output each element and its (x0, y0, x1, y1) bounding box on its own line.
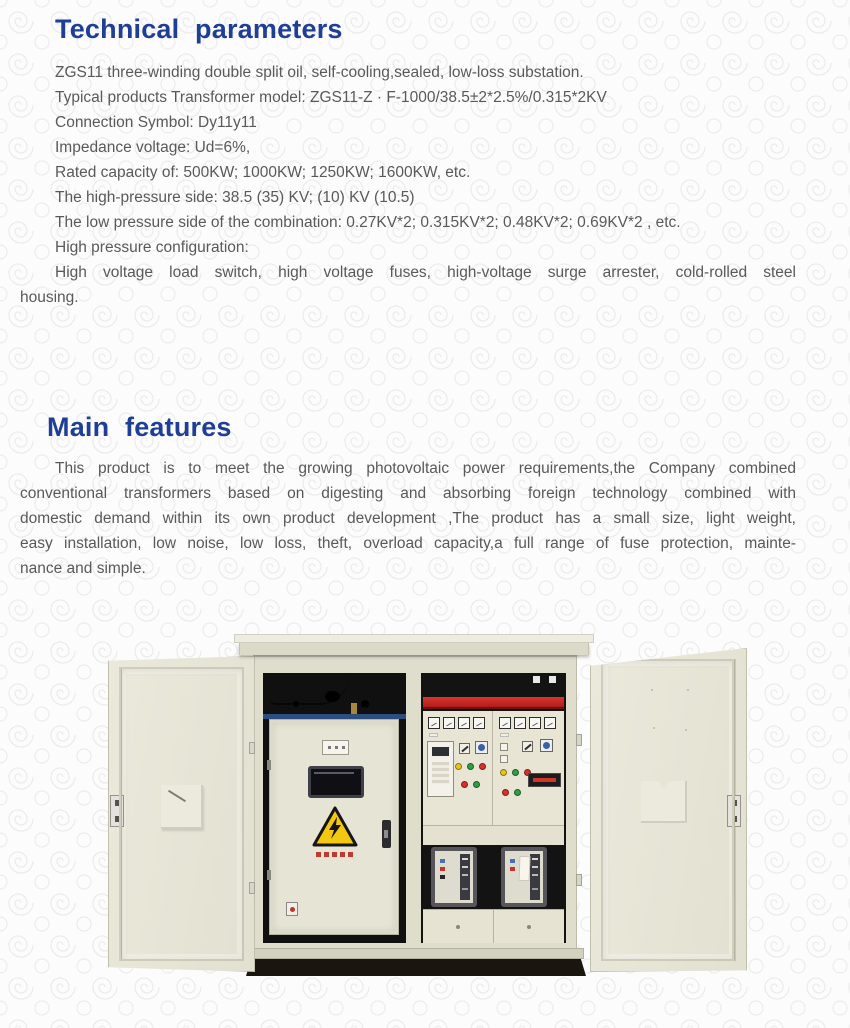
technical-parameters-title: Technical parameters (55, 14, 343, 44)
product-photo-substation (100, 622, 755, 1020)
tech-line: The high-pressure side: 38.5 (35) KV; (10) KV (10.5) (55, 189, 415, 206)
cabinet-base (246, 959, 586, 976)
tech-line: Rated capacity of: 500KW; 1000KW; 1250KW; 1600KW, etc. (55, 164, 471, 181)
cabinet-body (253, 654, 577, 950)
door-hinge (576, 874, 582, 886)
door-hinge (249, 742, 255, 754)
meter-row (428, 717, 485, 729)
cable-blob (325, 691, 340, 702)
right-door (590, 648, 747, 972)
blue-knob-switch (475, 741, 488, 754)
screw (687, 689, 689, 691)
latch-rod (119, 669, 121, 959)
lower-panels (423, 909, 564, 943)
features-line: This product is to meet the growing photovoltaic power requirements,the Company combined (55, 460, 796, 477)
door-hinge (249, 882, 255, 894)
tech-line: Impedance voltage: Ud=6%, (55, 139, 251, 156)
small-switch (500, 755, 508, 763)
panel-divider-band (423, 825, 564, 845)
features-line: nance and simple. (20, 560, 146, 577)
breaker-indicator (510, 867, 515, 871)
indicator-lights (461, 781, 480, 788)
cabinet-roof-cap (234, 634, 594, 654)
document-pocket (161, 785, 203, 829)
indicator-light-green (467, 763, 474, 770)
features-line: conventional transformers based on digesting and absorbing foreign technology combined with (20, 485, 796, 502)
cable-blob (293, 701, 299, 707)
breaker-indicator (440, 867, 445, 871)
features-line: domestic demand within its own product development ,The product has a small size, light weight, (20, 510, 796, 527)
inspection-window (308, 766, 364, 798)
control-panel (423, 711, 564, 825)
screw (456, 925, 460, 929)
tech-line: Typical products Transformer model: ZGS11-Z · F-1000/38.5±2*2.5%/0.315*2KV (55, 89, 607, 106)
label-plate (322, 740, 349, 755)
control-panel-right (494, 711, 564, 825)
cabinet-roof-top (234, 634, 594, 643)
meter-row (499, 717, 556, 729)
features-line: easy installation, low noise, low loss, theft, overload capacity,a full range of fuse protection, mainte- (20, 535, 796, 552)
inner-door-hinge (267, 870, 271, 880)
door-handle (382, 820, 391, 848)
door-hinge (576, 734, 582, 746)
panel-seam (493, 910, 494, 943)
technical-parameters-text (20, 60, 796, 310)
digital-meter (528, 773, 561, 787)
brass-fitting (351, 703, 357, 714)
cabinet-roof-front (239, 643, 589, 655)
indicator-light-red (461, 781, 468, 788)
tech-line: Connection Symbol: Dy11y11 (55, 114, 257, 131)
danger-label-marks (316, 852, 354, 857)
pocket-slit (168, 790, 186, 802)
control-compartment (421, 673, 566, 943)
indicator-light-red (479, 763, 486, 770)
tech-line: ZGS11 three-winding double split oil, self-cooling,sealed, low-loss substation. (55, 64, 584, 81)
inner-door-hinge (267, 760, 271, 770)
breaker-column (460, 854, 470, 900)
selector-switch (459, 743, 470, 754)
meter-gauge (458, 717, 470, 729)
meter-gauge (443, 717, 455, 729)
screw (653, 727, 655, 729)
cable-blob (361, 700, 369, 708)
small-switch (286, 902, 298, 916)
main-features-text (20, 456, 796, 581)
top-fitting (549, 676, 556, 683)
protection-relay (427, 741, 454, 797)
main-features-title: Main features (47, 412, 232, 442)
meter-gauge (514, 717, 526, 729)
tech-line: High pressure configuration: (55, 239, 249, 256)
meter-gauge (544, 717, 556, 729)
indicator-light-green (473, 781, 480, 788)
cabinet-sill (248, 948, 584, 959)
screw (527, 925, 531, 929)
meter-gauge (529, 717, 541, 729)
red-stripe (423, 697, 564, 709)
indicator-light-red (502, 789, 509, 796)
left-door (108, 656, 255, 972)
indicator-light-green (512, 769, 519, 776)
inner-door (269, 719, 399, 935)
selector-switch (522, 741, 533, 752)
latch-rod (732, 659, 734, 961)
tech-line: High voltage load switch, high voltage fuses, high-voltage surge arrester, cold-rolled steel (55, 264, 796, 281)
high-voltage-warning-icon (312, 806, 358, 848)
indicator-light-yellow (455, 763, 462, 770)
indicator-light-green (514, 789, 521, 796)
tech-line: housing. (20, 289, 79, 306)
screw (685, 729, 687, 731)
tech-line: The low pressure side of the combination: 0.27KV*2; 0.315KV*2; 0.48KV*2; 0.69KV*2 , etc. (55, 214, 681, 231)
breaker-indicator (440, 859, 445, 863)
control-panel-left (423, 711, 493, 825)
door-latch (727, 795, 741, 827)
small-switch (500, 743, 508, 751)
blue-knob-switch (540, 739, 553, 752)
left-compartment (263, 673, 406, 943)
meter-gauge (499, 717, 511, 729)
meter-gauge (473, 717, 485, 729)
indicator-lights (502, 789, 521, 796)
indicator-light-yellow (500, 769, 507, 776)
indicator-lights (500, 769, 531, 776)
breaker-column (530, 854, 540, 900)
screw (651, 689, 653, 691)
circuit-breaker (501, 847, 547, 907)
breaker-indicator (510, 859, 515, 863)
meter-gauge (428, 717, 440, 729)
top-fitting (533, 676, 540, 683)
breaker-sticker (519, 856, 531, 881)
circuit-breaker (431, 847, 477, 907)
breaker-indicator (440, 875, 445, 879)
door-latch (110, 795, 124, 827)
indicator-lights (455, 763, 486, 770)
